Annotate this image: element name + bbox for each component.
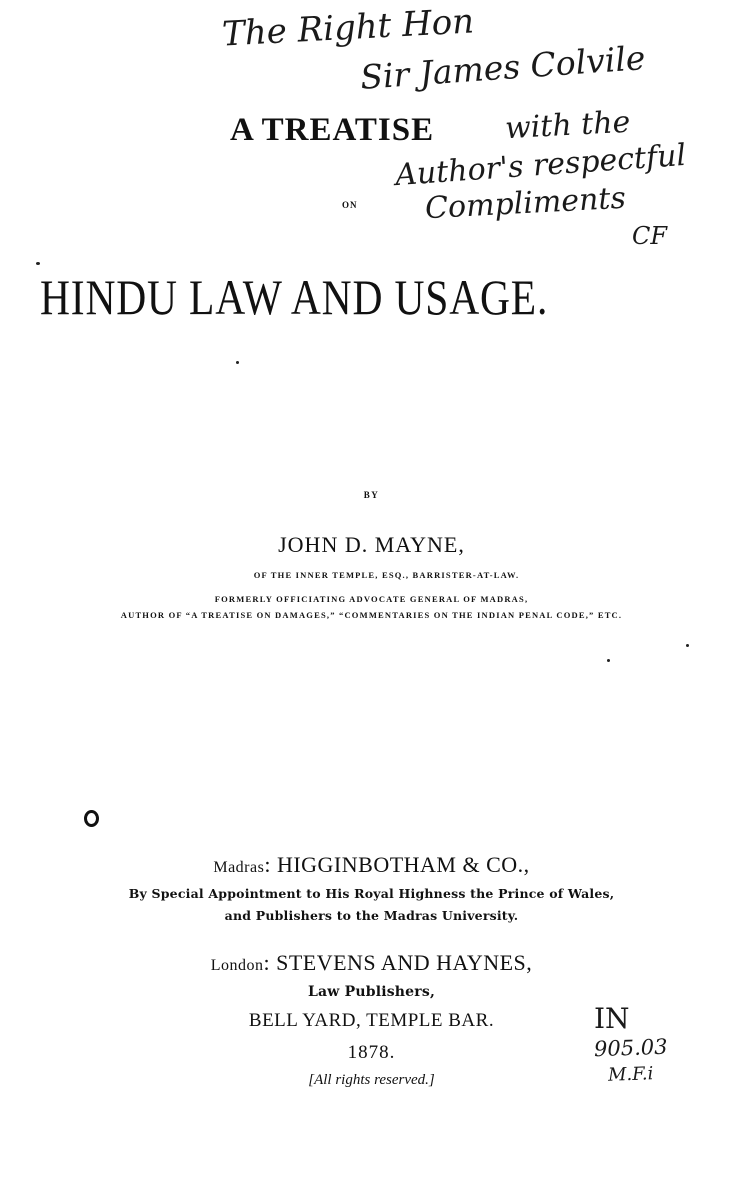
author-name: JOHN D. MAYNE, — [278, 532, 465, 557]
paper-speck — [236, 361, 239, 364]
main-title: HINDU LAW AND USAGE. — [40, 269, 549, 325]
paper-ring-mark — [84, 810, 99, 827]
inscription-line-5: Compliments — [424, 180, 627, 227]
imprint-london-publisher: : STEVENS AND HAYNES, — [263, 950, 533, 975]
imprint-london-city: London — [210, 957, 264, 974]
imprint-law-publishers: Law Publishers, — [307, 984, 436, 1000]
inscription-line-3: with the — [504, 104, 632, 147]
imprint-madras-publisher: : HIGGINBOTHAM & CO., — [264, 852, 530, 877]
imprint-appointment-1: By Special Appointment to His Royal Highness the Prince of Wales, — [128, 886, 615, 901]
imprint-appointment-2: and Publishers to the Madras University. — [224, 908, 519, 923]
imprint-address: BELL YARD, TEMPLE BAR. — [248, 1010, 495, 1031]
imprint-madras — [0, 852, 743, 878]
shelfmark-line-2: 905.03 — [593, 1034, 668, 1062]
imprint-london — [0, 950, 743, 976]
rights-text: [All rights reserved.] — [308, 1072, 435, 1088]
author-credential-1: OF THE INNER TEMPLE, ESQ., BARRISTER-AT-LAW. — [253, 570, 520, 580]
inscription-line-4: Author's respectful — [394, 137, 688, 194]
author-credential-3: AUTHOR OF “A TREATISE ON DAMAGES,” “COMMENTARIES ON THE INDIAN PENAL CODE,” ETC. — [120, 610, 623, 620]
paper-speck — [607, 659, 610, 662]
byline-by: BY — [363, 490, 380, 500]
inscription-initials: CF — [632, 222, 668, 250]
shelfmark-line-1: IN — [594, 1002, 630, 1035]
paper-speck — [686, 644, 689, 647]
imprint-madras-city: Madras — [213, 859, 265, 876]
imprint-year: 1878. — [347, 1042, 396, 1063]
title-treatise: A TREATISE — [230, 112, 435, 148]
shelfmark-line-3: M.F.i — [607, 1063, 654, 1086]
inscription-line-2: Sir James Colvile — [358, 38, 647, 97]
paper-speck — [36, 262, 40, 265]
title-on: ON — [342, 200, 358, 210]
inscription-line-1: The Right Hon — [221, 1, 476, 55]
author-credential-2: FORMERLY OFFICIATING ADVOCATE GENERAL OF MADRAS, — [214, 594, 529, 604]
